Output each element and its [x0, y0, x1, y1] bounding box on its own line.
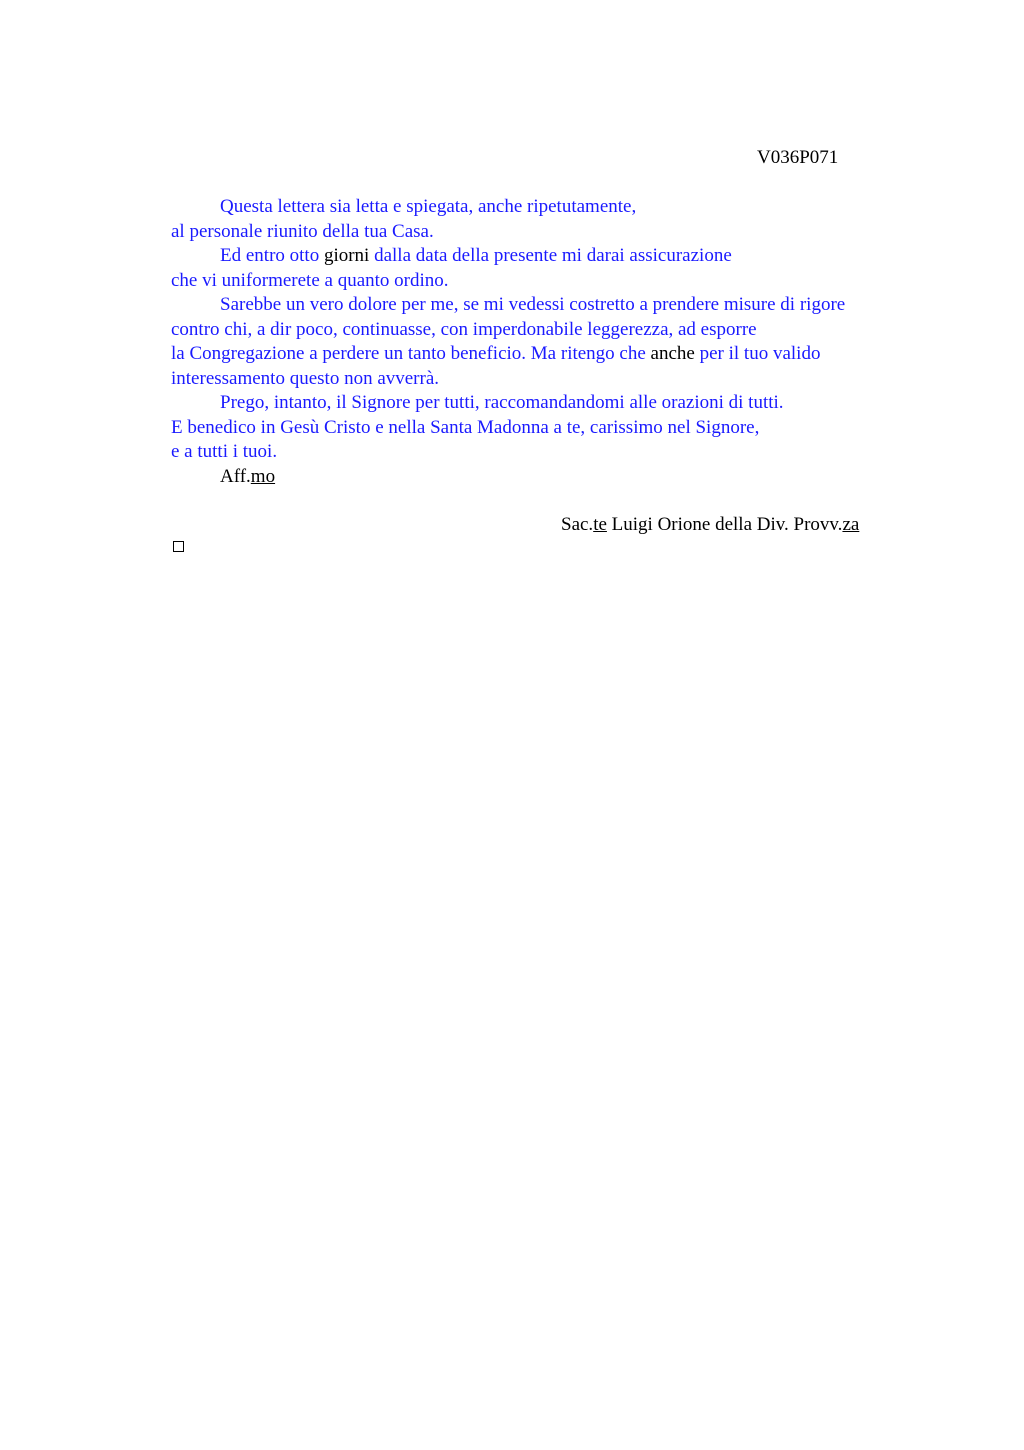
letter-line [171, 440, 931, 465]
checkbox-icon [173, 541, 184, 552]
signature-segment: za [842, 514, 860, 535]
signature-segment: Sac. [561, 514, 594, 535]
text-segment: anche [650, 343, 695, 364]
letter-line [171, 244, 931, 269]
text-segment: contro chi, a dir poco, continuasse, con imperdonabile leggerezza, ad esporre [171, 318, 757, 340]
text-segment: E benedico in Gesù Cristo e nella Santa Madonna a te, carissimo nel Signore, [171, 416, 760, 438]
letter-line [171, 293, 931, 318]
letter-line [171, 342, 931, 367]
text-segment: giorni [323, 245, 370, 266]
signature [561, 513, 859, 537]
text-segment: al personale riunito della tua Casa. [171, 220, 434, 242]
text-segment: Sarebbe un vero dolore per me, se mi vedessi costretto a prendere misure di rigore [220, 294, 846, 315]
letter-line [171, 367, 931, 392]
letter-line [171, 220, 931, 245]
letter-line [171, 391, 931, 416]
letter-line [171, 318, 931, 343]
signature-segment: te [593, 514, 607, 535]
text-segment: e a tutti i tuoi. [171, 441, 278, 462]
text-segment: Prego, intanto, il Signore per tutti, raccomandandomi alle orazioni di tutti. [220, 392, 784, 413]
letter-line [171, 416, 931, 441]
text-segment: Ed entro otto [220, 245, 324, 266]
text-segment: mo [250, 465, 276, 487]
text-segment: che vi uniformerete a quanto ordino. [171, 269, 449, 291]
text-segment: dalla data della presente mi darai assicurazione [369, 245, 732, 266]
signature-segment: Luigi Orione della Div. Provv. [606, 514, 843, 535]
text-segment: Aff. [220, 465, 251, 487]
page-id: V036P071 [757, 147, 839, 168]
text-segment: interessamento questo non avverrà. [171, 367, 440, 389]
letter-line [171, 465, 931, 490]
letter-line [171, 195, 931, 220]
text-segment: per il tuo valido [694, 343, 821, 364]
text-segment: la Congregazione a perdere un tanto beneficio. Ma ritengo che [171, 343, 651, 364]
letter-body [171, 195, 931, 489]
letter-line [171, 269, 931, 294]
text-segment: Questa lettera sia letta e spiegata, anche ripetutamente, [220, 196, 637, 217]
